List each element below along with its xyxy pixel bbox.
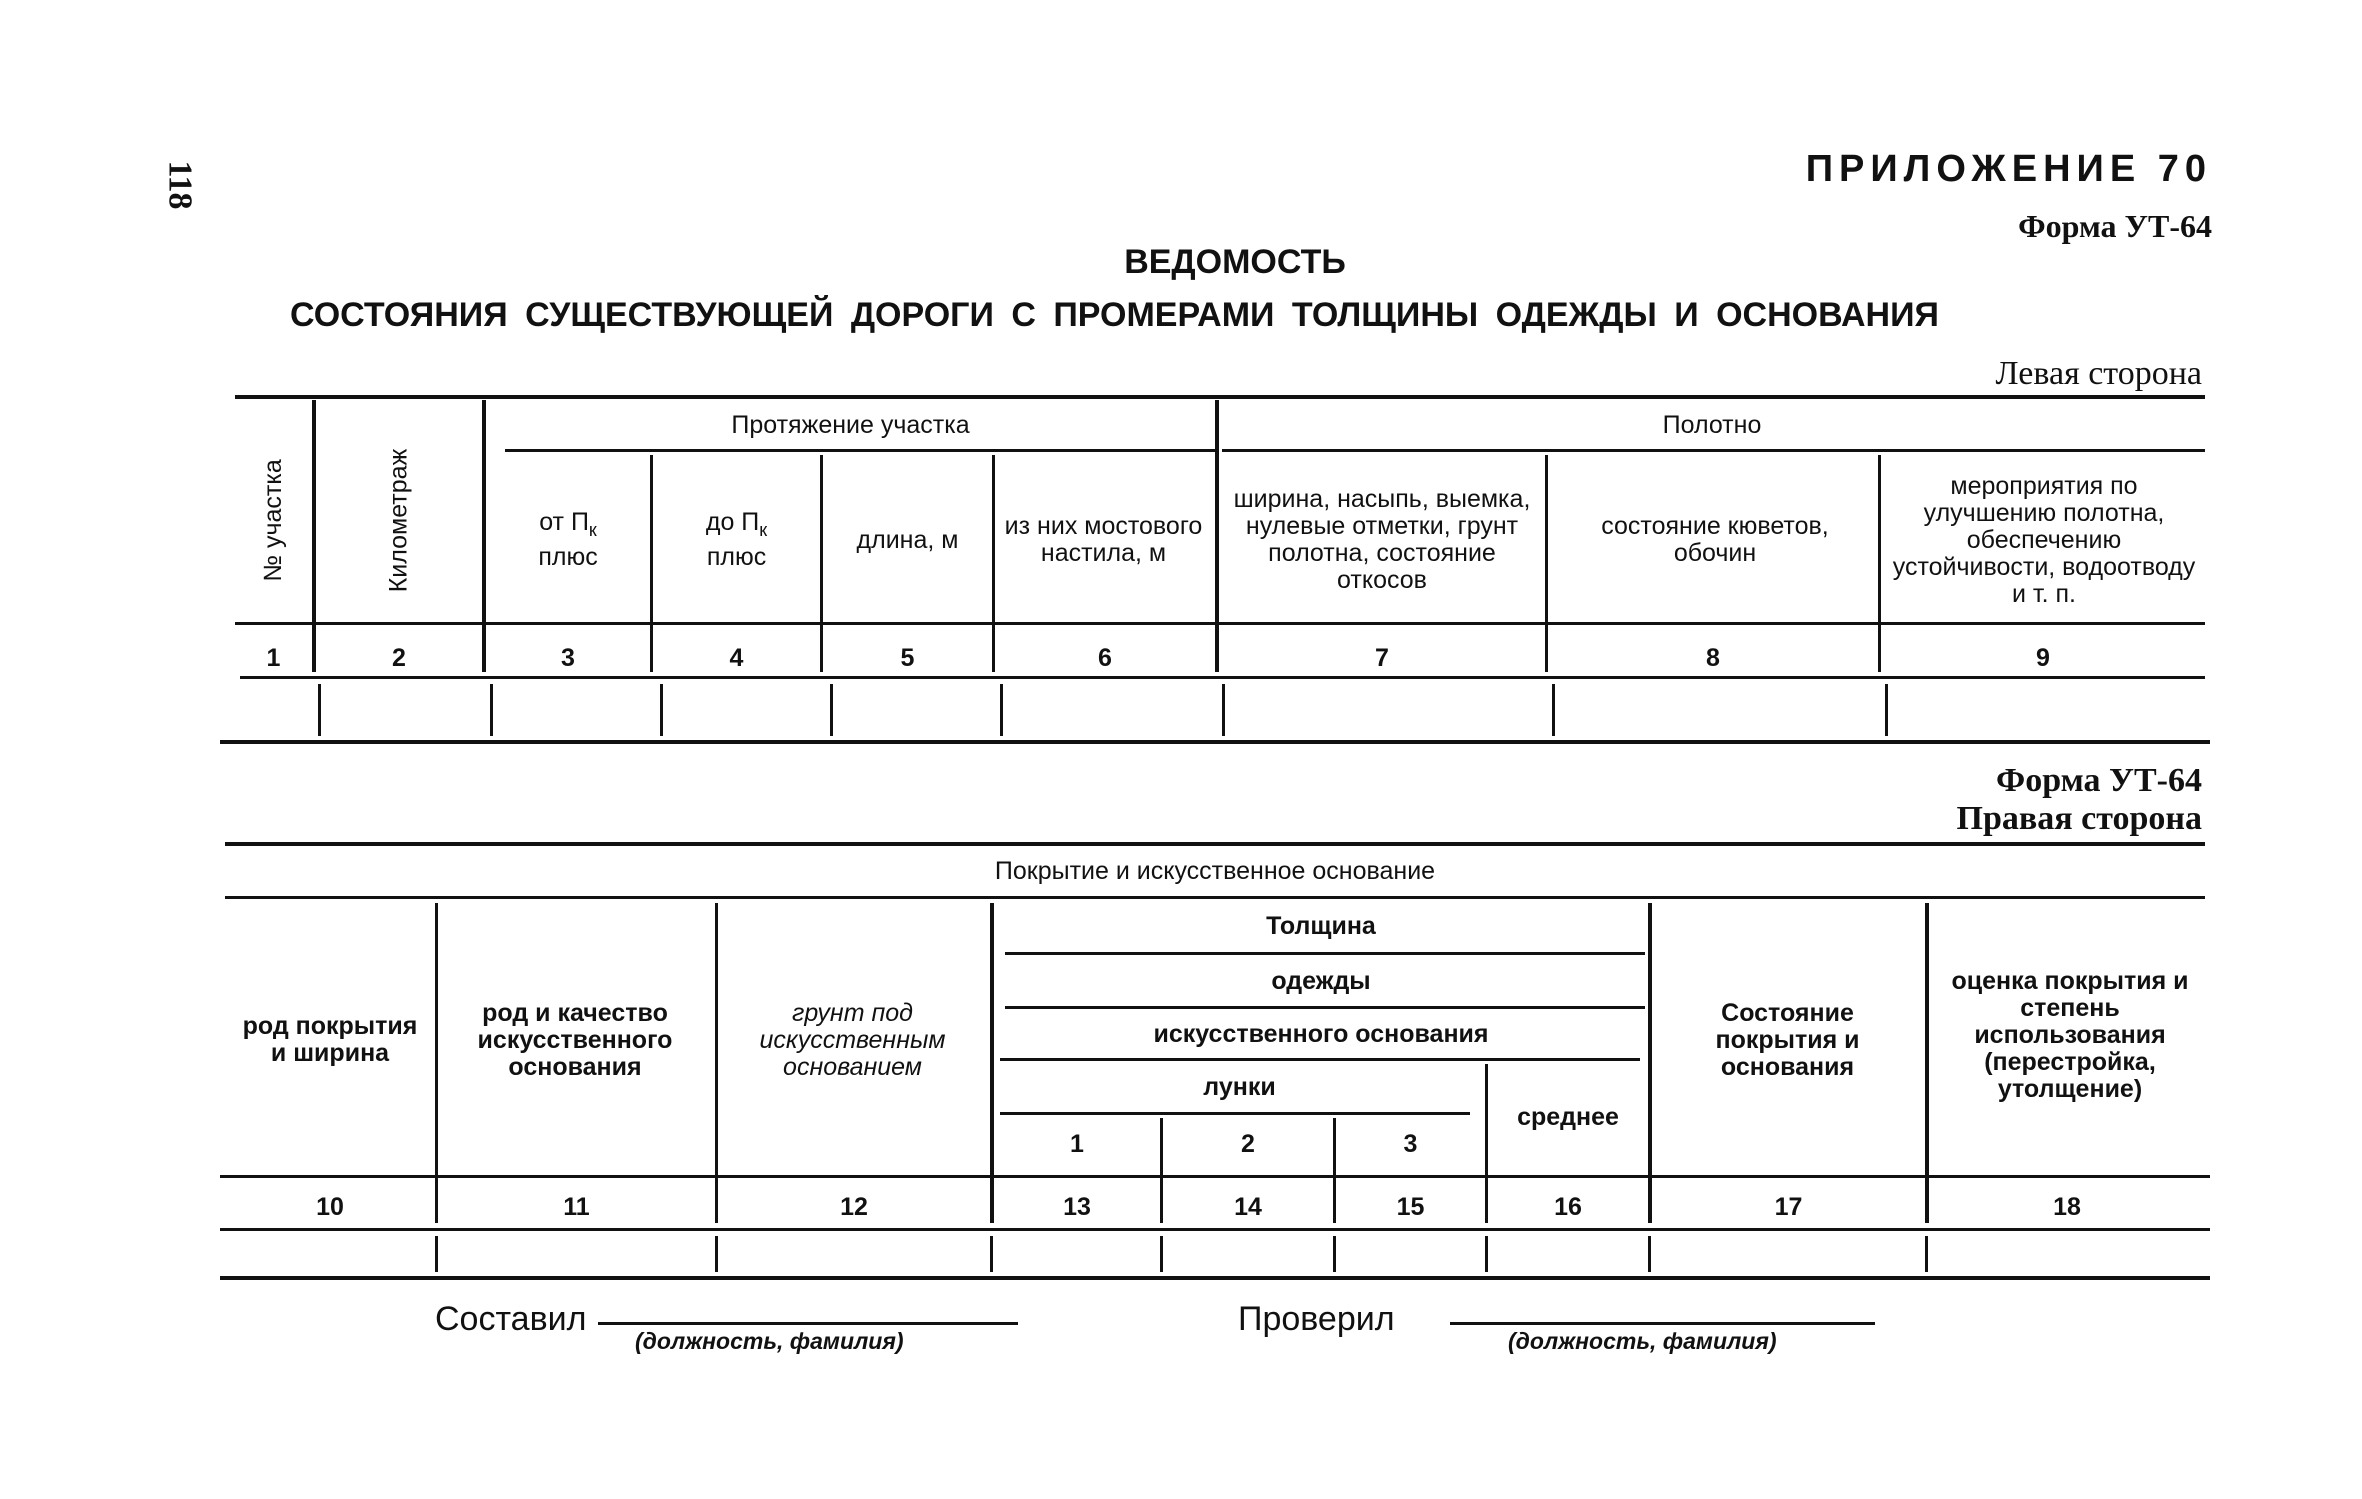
col-number: 15: [1396, 1193, 1425, 1221]
document-subtitle: СОСТОЯНИЯ СУЩЕСТВУЮЩЕЙ ДОРОГИ С ПРОМЕРАМИ ТОЛЩИНЫ ОДЕЖДЫ И ОСНОВАНИЯ: [290, 296, 1939, 334]
right-side-label: Правая сторона: [1956, 800, 2202, 837]
checked-caption: (должность, фамилия): [1508, 1328, 1777, 1354]
col-number: 18: [2053, 1193, 2081, 1221]
checked-label: Проверил: [1238, 1300, 1395, 1338]
clothing-header: одежды: [1271, 966, 1371, 995]
compiled-caption: (должность, фамилия): [635, 1328, 904, 1354]
col-number: 10: [316, 1193, 344, 1221]
col-measures: мероприятия по улучшению полотна, обеспечению устойчивости, водоотводу и т. п.: [1892, 471, 2196, 608]
col-section-number: № участка: [259, 458, 288, 582]
col-number: 1: [266, 644, 281, 672]
col-number: 12: [840, 1193, 868, 1221]
col-ditches: состояние кюветов, обочин: [1601, 512, 1829, 567]
col-number: 6: [1098, 644, 1112, 672]
col-bridge-deck: из них мостового настила, м: [1004, 512, 1203, 567]
col-number: 8: [1706, 644, 1720, 672]
col-number: 9: [2036, 644, 2050, 672]
hole-2: 2: [1241, 1129, 1255, 1158]
col-number: 16: [1554, 1193, 1582, 1221]
group-cover-header: Покрытие и искусственное основание: [994, 856, 1436, 885]
col-number: 5: [900, 644, 915, 672]
checked-signature-line: [1450, 1322, 1875, 1325]
col-number: 17: [1774, 1193, 1803, 1221]
col-number: 4: [729, 644, 744, 672]
group-length-header: Протяжение участка: [731, 410, 970, 439]
form-label-2: Форма УТ-64: [1996, 762, 2202, 799]
hole-3: 3: [1403, 1129, 1418, 1158]
left-side-label: Левая сторона: [1995, 355, 2202, 392]
page-number: 118: [162, 160, 199, 210]
col-number: 13: [1063, 1193, 1091, 1221]
col-length: длина, м: [856, 525, 959, 554]
col-kilometrage: Километраж: [384, 448, 413, 592]
col-cover-type: род покрытия и ширина: [242, 1012, 418, 1067]
col-number: 14: [1234, 1193, 1262, 1221]
col-soil-under-base: грунт под искусственным основанием: [759, 998, 946, 1081]
document-title: ВЕДОМОСТЬ: [1124, 243, 1346, 281]
col-to-pk: до $П_к$ плюс: [705, 508, 768, 571]
hole-1: 1: [1070, 1129, 1084, 1158]
col-base-quality: род и качество искусственного основания: [477, 998, 673, 1081]
col-number: 7: [1375, 644, 1389, 672]
form-label: Форма УТ-64: [2018, 208, 2212, 244]
col-assessment: оценка покрытия и степень использования (перестройка, утолщение): [1951, 966, 2189, 1103]
holes-header: лунки: [1203, 1072, 1276, 1101]
col-from-pk: от $П_к$ плюс: [538, 508, 598, 571]
compiled-signature-line: [598, 1322, 1018, 1325]
thickness-header: Толщина: [1266, 911, 1376, 940]
group-roadbed-header: Полотно: [1662, 410, 1762, 439]
appendix-label: ПРИЛОЖЕНИЕ 70: [1805, 148, 2212, 190]
compiled-label: Составил: [435, 1300, 587, 1338]
col-number: 11: [563, 1193, 590, 1221]
col-cover-condition: Состояние покрытия и основания: [1715, 998, 1860, 1081]
artificial-base-header: искусственного основания: [1153, 1019, 1489, 1048]
col-number: 2: [392, 644, 406, 672]
col-roadbed-width: ширина, насыпь, выемка, нулевые отметки, грунт полотна, состояние откосов: [1233, 485, 1531, 594]
col-number: 3: [561, 644, 575, 672]
average-header: среднее: [1517, 1102, 1619, 1131]
